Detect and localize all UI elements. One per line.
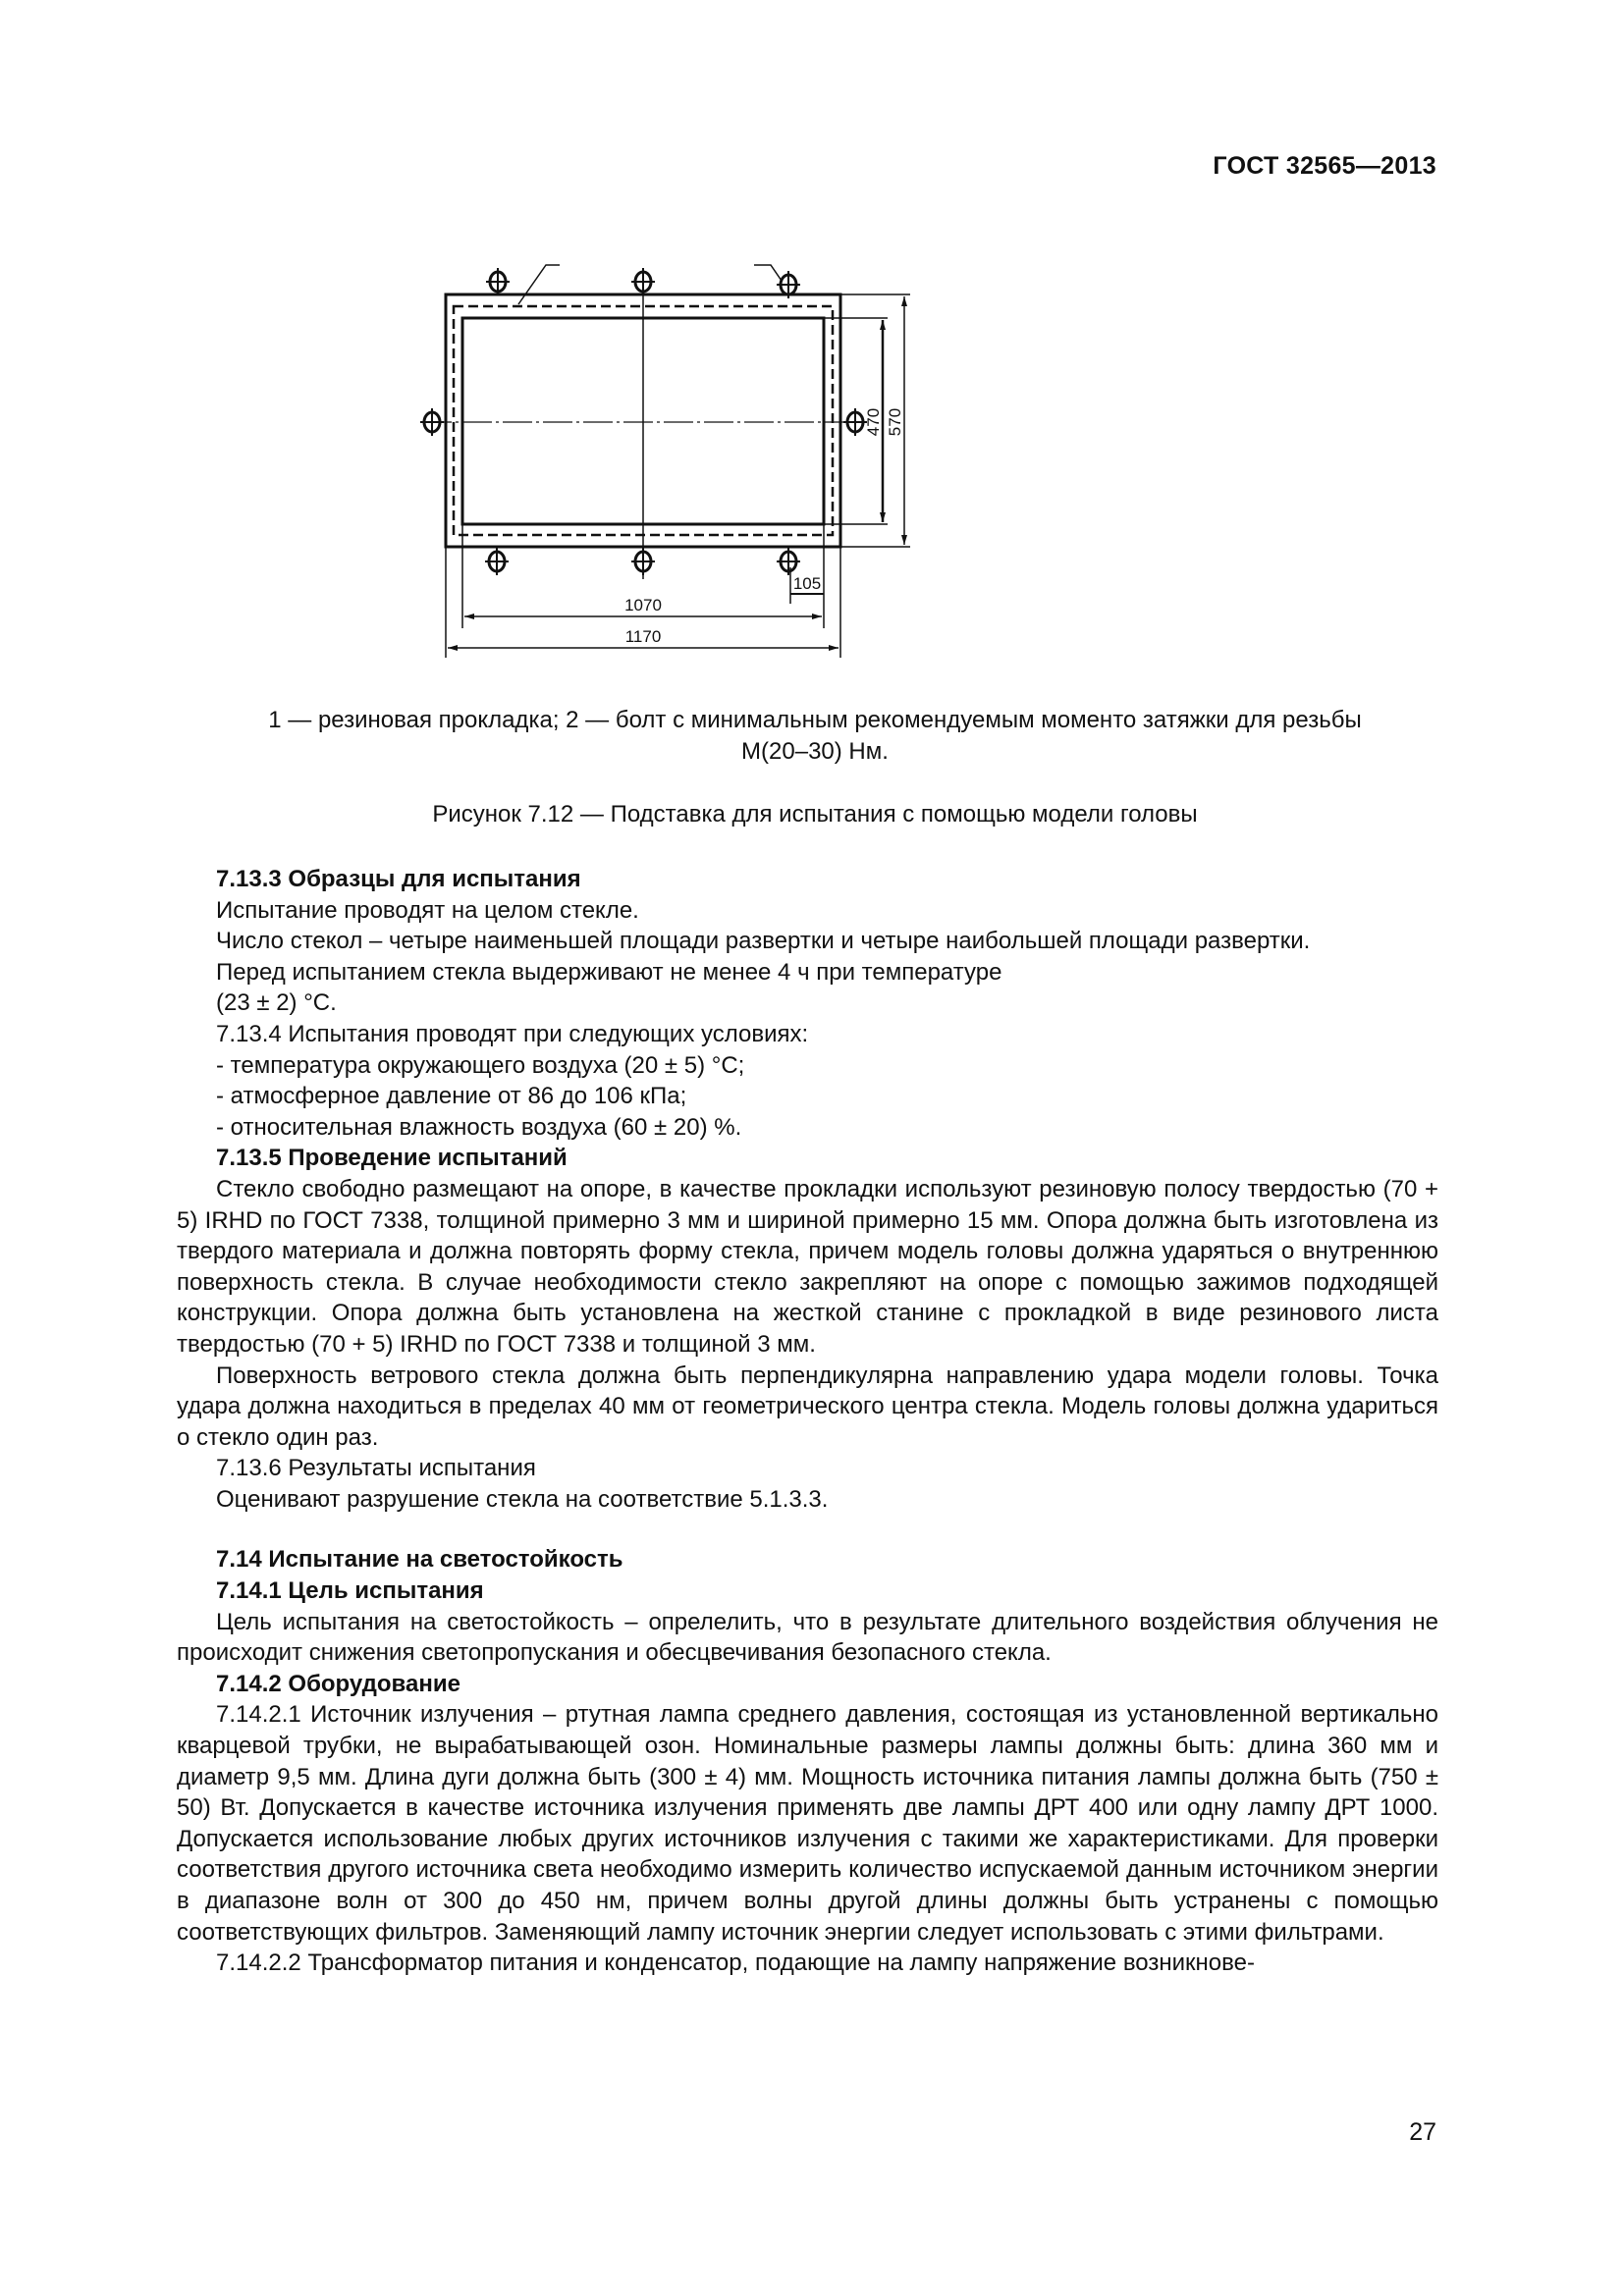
condition-item: - атмосферное давление от 86 до 106 кПа; xyxy=(216,1083,687,1110)
heading-7-14-1: 7.14.1 Цель испытания xyxy=(216,1577,484,1605)
stand-drawing xyxy=(412,245,1149,667)
dim-inner-height: 470 xyxy=(864,407,883,437)
heading-7-13-5: 7.13.5 Проведение испытаний xyxy=(216,1145,568,1172)
bolt-icon xyxy=(485,548,509,575)
heading-7-13-3: 7.13.3 Образцы для испытания xyxy=(216,866,581,892)
bolt-icon xyxy=(420,408,444,436)
paragraph: Оценивают разрушение стекла на соответствие 5.1.3.3. xyxy=(216,1485,829,1513)
condition-item: - температура окружающего воздуха (20 ± 5) °С; xyxy=(216,1051,745,1079)
dim-outer-height: 570 xyxy=(886,407,904,437)
bolt-icon xyxy=(486,268,510,295)
bolt-icon xyxy=(631,268,655,295)
paragraph: Поверхность ветрового стекла должна быть перпендикулярна направлению удара модели головы. Точка удара должна находиться в пределах 40 мм от геометрического центра стекла. Модель головы должна удариться о стекло один раз. xyxy=(177,1362,1438,1451)
paragraph: 7.14.2.1 Источник излучения – ртутная лампа среднего давления, состоящая из установленной вертикально кварцевой трубки, не вырабатывающей озон. Номинальные размеры лампы должны быть: длина 360 мм и диаметр 9,5 мм. Длина дуги должна быть (300 ± 4) мм. Мощность источника питания лампы должна быть (750 ± 50) Вт. Допускается в качестве источника излучения применять две лампы ДРТ 400 или одну лампу ДРТ 1000. Допускается использование любых других источников излучения с такими же характеристиками. Для проверки соответствия другого источника света необходимо измерить количество испускаемой данным источником энергии в диапазоне волн от 300 до 450 нм, причем волны другой длины должны быть устранены с помощью соответствующих фильтров. Заменяющий лампу источник энергии следует использовать с этими фильтрами. xyxy=(177,1701,1438,1946)
figure-legend xyxy=(128,705,1502,768)
dim-bolt-offset: 105 xyxy=(792,574,822,593)
bolt-icon xyxy=(631,548,655,575)
paragraph: Перед испытанием стекла выдерживают не менее 4 ч при температуре xyxy=(216,958,1002,986)
dim-outer-width: 1170 xyxy=(624,627,662,646)
heading-7-14-2: 7.14.2 Оборудование xyxy=(216,1670,460,1697)
dim-inner-width: 1070 xyxy=(624,596,662,614)
condition-item: - относительная влажность воздуха (60 ± 20) %. xyxy=(216,1113,742,1141)
heading-7-13-6: 7.13.6 Результаты испытания xyxy=(216,1455,536,1482)
page-number: 27 xyxy=(1409,2118,1436,2146)
figure-caption: Рисунок 7.12 — Подставка для испытания с помощью модели головы xyxy=(432,801,1198,828)
paragraph: (23 ± 2) °С. xyxy=(216,989,337,1017)
paragraph: 7.14.2.2 Трансформатор питания и конденсатор, подающие на лампу напряжение возникнове- xyxy=(216,1949,1255,1977)
figure-head-model-stand xyxy=(412,245,1149,667)
heading-7-14: 7.14 Испытание на светостойкость xyxy=(216,1546,623,1574)
heading-7-13-4: 7.13.4 Испытания проводят при следующих условиях: xyxy=(216,1020,809,1047)
paragraph: Цель испытания на светостойкость – опрелелить, что в результате длительного воздействия облучения не происходит снижения светопропускания и обесцвечивания безопасного стекла. xyxy=(177,1608,1438,1667)
paragraph: Стекло свободно размещают на опоре, в качестве прокладки используют резиновую полосу твердостью (70 + 5) IRHD по ГОСТ 7338, толщиной примерно 3 мм и шириной примерно 15 мм. Опора должна быть изготовлена из твердого материала и должна повторять форму стекла, причем модель головы должна ударяться о внутреннюю поверхность стекла. В случае необходимости стекло закрепляют на опоре с помощью зажимов подходящей конструкции. Опора должна быть установлена на жесткой станине с прокладкой в виде резинового листа твердостью (70 + 5) IRHD по ГОСТ 7338 и толщиной 3 мм. xyxy=(177,1175,1438,1358)
standard-designation: ГОСТ 32565—2013 xyxy=(1213,152,1436,180)
document-body xyxy=(177,864,1438,1979)
legend-line-1: 1 — резиновая прокладка; 2 — болт с минимальным рекомендуемым моменто затяжки для резьбы xyxy=(268,707,1362,733)
paragraph: Число стекол – четыре наименьшей площади развертки и четыре наибольшей площади развертки. xyxy=(216,928,1311,955)
bolt-icon xyxy=(777,548,800,575)
legend-line-2: М(20–30) Нм. xyxy=(741,738,889,765)
paragraph: Испытание проводят на целом стекле. xyxy=(216,896,639,924)
